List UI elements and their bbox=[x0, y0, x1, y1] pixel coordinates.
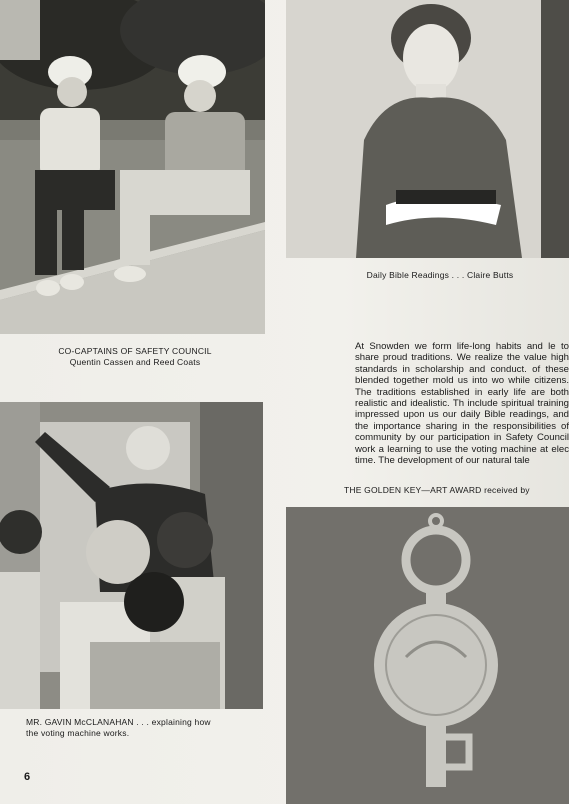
page-number: 6 bbox=[24, 771, 31, 783]
safety-council-caption bbox=[30, 346, 240, 368]
voting-caption-line1: MR. GAVIN McCLANAHAN . . . explaining how bbox=[26, 717, 211, 727]
body-paragraph: At Snowden we form life-long habits and le to share proud traditions. We realize the value high standards in scholarship and conduct. of these blended together mold us into wo while citizens. The traditions established in early life are both realistic and idealistic. Th include spiritual training impressed upon us our daily Bible readings, and the importance sharing in the responsibilities of community by our participation in Safety Council work a learning to use the voting machine at elec time. The development of our natural tale bbox=[355, 341, 569, 467]
bible-reading-caption: Daily Bible Readings . . . Claire Butts bbox=[366, 270, 514, 280]
golden-key-caption: THE GOLDEN KEY—ART AWARD received by bbox=[344, 485, 530, 495]
voting-machine-photo bbox=[0, 402, 263, 709]
safety-caption-names: Quentin Cassen and Reed Coats bbox=[69, 357, 201, 367]
golden-key-photo bbox=[286, 507, 569, 804]
voting-caption-line2: the voting machine works. bbox=[26, 728, 130, 738]
safety-caption-title: CO-CAPTAINS OF SAFETY COUNCIL bbox=[58, 346, 212, 356]
voting-machine-caption bbox=[26, 717, 256, 739]
bible-reading-photo bbox=[286, 0, 569, 258]
safety-council-photo bbox=[0, 0, 265, 334]
